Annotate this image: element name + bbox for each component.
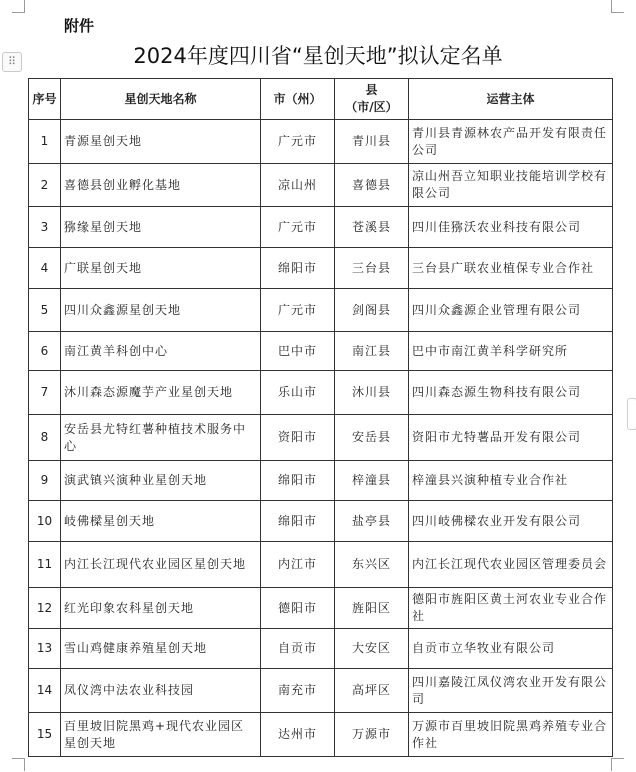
- row-number: 3: [29, 207, 61, 248]
- table-row: [29, 629, 613, 669]
- county-cell: 高坪区: [335, 669, 409, 713]
- operator-cell: 四川岐佛樑农业开发有限公司: [409, 501, 613, 542]
- header-cell: 县 （市/区）: [335, 79, 409, 120]
- table-row: [29, 669, 613, 713]
- county-cell: 万源市: [335, 713, 409, 757]
- attachment-label: 附件: [64, 17, 95, 35]
- table-row: [29, 588, 613, 629]
- operator-cell: 四川佳猕沃农业科技有限公司: [409, 207, 613, 248]
- table-row: [29, 164, 613, 207]
- row-number: 12: [29, 588, 61, 629]
- table-row: [29, 289, 613, 332]
- table-row: [29, 713, 613, 757]
- county-cell: 南江县: [335, 332, 409, 371]
- row-number: 8: [29, 415, 61, 461]
- row-number: 7: [29, 371, 61, 415]
- star-creation-name: 演武镇兴演种业星创天地: [61, 461, 261, 501]
- county-cell: 剑阁县: [335, 289, 409, 332]
- county-cell: 沐川县: [335, 371, 409, 415]
- county-cell: 苍溪县: [335, 207, 409, 248]
- star-creation-name: 南江黄羊科创中心: [61, 332, 261, 371]
- page-corner-mark-bottom-left: [12, 758, 25, 771]
- row-number: 2: [29, 164, 61, 207]
- operator-cell: 万源市百里坡旧院黑鸡养殖专业合作社: [409, 713, 613, 757]
- row-number: 1: [29, 120, 61, 164]
- operator-cell: 德阳市旌阳区黄土河农业专业合作社: [409, 588, 613, 629]
- city-cell: 广元市: [261, 207, 335, 248]
- row-number: 5: [29, 289, 61, 332]
- city-cell: 凉山州: [261, 164, 335, 207]
- star-creation-name: 喜德县创业孵化基地: [61, 164, 261, 207]
- county-cell: 旌阳区: [335, 588, 409, 629]
- star-creation-name: 广联星创天地: [61, 248, 261, 289]
- city-cell: 南充市: [261, 669, 335, 713]
- star-creation-name: 猕缘星创天地: [61, 207, 261, 248]
- page-corner-mark-bottom-right: [611, 758, 624, 771]
- operator-cell: 内江长江现代农业园区管理委员会: [409, 542, 613, 588]
- star-creation-name: 青源星创天地: [61, 120, 261, 164]
- city-cell: 达州市: [261, 713, 335, 757]
- row-number: 4: [29, 248, 61, 289]
- row-number: 15: [29, 713, 61, 757]
- county-cell: 青川县: [335, 120, 409, 164]
- page-title: 2024年度四川省“星创天地”拟认定名单: [133, 44, 503, 68]
- header-cell: 运营主体: [409, 79, 613, 120]
- row-number: 10: [29, 501, 61, 542]
- star-creation-name: 红光印象农科星创天地: [61, 588, 261, 629]
- header-cell: 星创天地名称: [61, 79, 261, 120]
- operator-cell: 青川县青源林农产品开发有限责任公司: [409, 120, 613, 164]
- row-number: 9: [29, 461, 61, 501]
- city-cell: 绵阳市: [261, 248, 335, 289]
- star-creation-name: 岐佛樑星创天地: [61, 501, 261, 542]
- city-cell: 自贡市: [261, 629, 335, 669]
- operator-cell: 凉山州吾立知职业技能培训学校有限公司: [409, 164, 613, 207]
- page-corner-mark-top-left: [12, 0, 25, 13]
- operator-cell: 资阳市尤特薯品开发有限公司: [409, 415, 613, 461]
- county-cell: 三台县: [335, 248, 409, 289]
- table-row: [29, 542, 613, 588]
- table-row: [29, 415, 613, 461]
- row-number: 14: [29, 669, 61, 713]
- scrollbar-thumb[interactable]: [627, 398, 636, 430]
- operator-cell: 三台县广联农业植保专业合作社: [409, 248, 613, 289]
- operator-cell: 四川嘉陵江凤仪湾农业开发有限公司: [409, 669, 613, 713]
- row-number: 11: [29, 542, 61, 588]
- city-cell: 巴中市: [261, 332, 335, 371]
- row-number: 6: [29, 332, 61, 371]
- header-cell: 序号: [29, 79, 61, 120]
- table-row: [29, 501, 613, 542]
- county-cell: 梓潼县: [335, 461, 409, 501]
- county-cell: 安岳县: [335, 415, 409, 461]
- table-row: [29, 120, 613, 164]
- star-creation-name: 雪山鸡健康养殖星创天地: [61, 629, 261, 669]
- star-creation-name: 安岳县尤特红薯种植技术服务中心: [61, 415, 261, 461]
- star-creation-name: 凤仪湾中法农业科技园: [61, 669, 261, 713]
- operator-cell: 四川森态源生物科技有限公司: [409, 371, 613, 415]
- city-cell: 资阳市: [261, 415, 335, 461]
- city-cell: 内江市: [261, 542, 335, 588]
- table-row: [29, 371, 613, 415]
- county-cell: 盐亭县: [335, 501, 409, 542]
- table-drag-handle-icon[interactable]: ⠿: [2, 52, 22, 72]
- page-corner-mark-top-right: [611, 0, 624, 13]
- table-row: [29, 332, 613, 371]
- county-cell: 喜德县: [335, 164, 409, 207]
- city-cell: 乐山市: [261, 371, 335, 415]
- city-cell: 德阳市: [261, 588, 335, 629]
- operator-cell: 自贡市立华牧业有限公司: [409, 629, 613, 669]
- city-cell: 绵阳市: [261, 461, 335, 501]
- city-cell: 广元市: [261, 120, 335, 164]
- star-creation-name: 沐川森态源魔芋产业星创天地: [61, 371, 261, 415]
- header-cell: 市（州）: [261, 79, 335, 120]
- star-creation-name: 百里坡旧院黑鸡+现代农业园区星创天地: [61, 713, 261, 757]
- candidate-list-table: [28, 78, 613, 757]
- star-creation-name: 内江长江现代农业园区星创天地: [61, 542, 261, 588]
- table-row: [29, 207, 613, 248]
- city-cell: 绵阳市: [261, 501, 335, 542]
- county-cell: 东兴区: [335, 542, 409, 588]
- operator-cell: 梓潼县兴演种植专业合作社: [409, 461, 613, 501]
- table-row: [29, 461, 613, 501]
- star-creation-name: 四川众鑫源星创天地: [61, 289, 261, 332]
- table-row: [29, 248, 613, 289]
- city-cell: 广元市: [261, 289, 335, 332]
- row-number: 13: [29, 629, 61, 669]
- operator-cell: 四川众鑫源企业管理有限公司: [409, 289, 613, 332]
- table-header-row: [29, 79, 613, 120]
- county-cell: 大安区: [335, 629, 409, 669]
- operator-cell: 巴中市南江黄羊科学研究所: [409, 332, 613, 371]
